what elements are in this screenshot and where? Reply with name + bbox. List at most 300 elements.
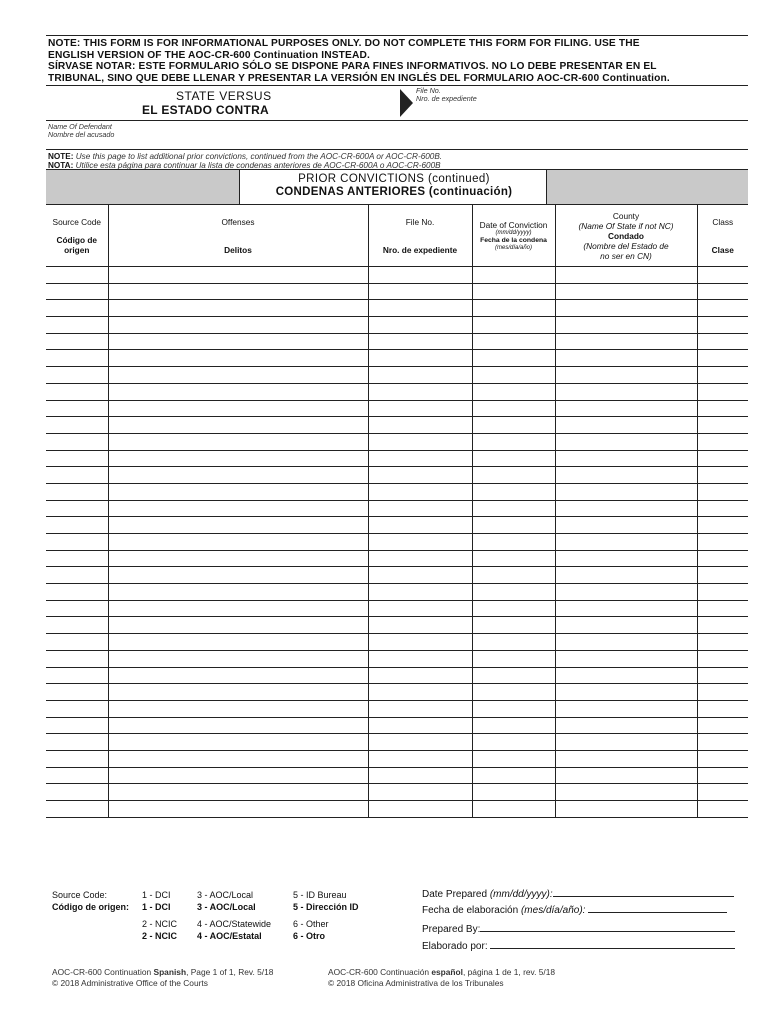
table-cell[interactable] bbox=[46, 367, 108, 384]
table-cell[interactable] bbox=[108, 750, 368, 767]
table-cell[interactable] bbox=[697, 433, 748, 450]
table-cell[interactable] bbox=[697, 300, 748, 317]
table-cell[interactable] bbox=[368, 684, 472, 701]
table-cell[interactable] bbox=[472, 350, 555, 367]
table-cell[interactable] bbox=[555, 617, 697, 634]
table-cell[interactable] bbox=[108, 584, 368, 601]
table-cell[interactable] bbox=[108, 333, 368, 350]
nota-text: Utilice esta página para continuar la lista de condenas anteriores de AOC-CR-600A o AOC-CR-600B bbox=[75, 161, 441, 170]
table-cell[interactable] bbox=[108, 567, 368, 584]
prepared-by-line[interactable] bbox=[480, 931, 735, 932]
table-cell[interactable] bbox=[368, 350, 472, 367]
table-cell[interactable] bbox=[472, 400, 555, 417]
table-cell[interactable] bbox=[46, 450, 108, 467]
note-text: Use this page to list additional prior convictions, continued from the AOC-CR-600A or AOC-CR-600B. bbox=[75, 152, 443, 161]
table-cell[interactable] bbox=[555, 517, 697, 534]
table-cell[interactable] bbox=[697, 383, 748, 400]
table-cell[interactable] bbox=[697, 717, 748, 734]
fecha-elaboracion-format: (mes/día/año): bbox=[520, 905, 586, 916]
table-row bbox=[46, 567, 748, 584]
table-cell[interactable] bbox=[368, 667, 472, 684]
table-cell[interactable] bbox=[697, 617, 748, 634]
table-cell[interactable] bbox=[472, 283, 555, 300]
table-cell[interactable] bbox=[697, 417, 748, 434]
table-row bbox=[46, 784, 748, 801]
date-prepared-format: (mm/dd/yyyy): bbox=[489, 889, 553, 900]
table-cell[interactable] bbox=[697, 667, 748, 684]
table-cell[interactable] bbox=[108, 483, 368, 500]
table-row bbox=[46, 450, 748, 467]
table-cell[interactable] bbox=[108, 300, 368, 317]
table-cell[interactable] bbox=[697, 567, 748, 584]
table-cell[interactable] bbox=[108, 550, 368, 567]
table-cell[interactable] bbox=[555, 400, 697, 417]
table-cell[interactable] bbox=[46, 467, 108, 484]
table-cell[interactable] bbox=[472, 634, 555, 651]
table-cell[interactable] bbox=[555, 684, 697, 701]
table-cell[interactable] bbox=[472, 750, 555, 767]
table-cell[interactable] bbox=[46, 600, 108, 617]
table-cell[interactable] bbox=[472, 667, 555, 684]
table-cell[interactable] bbox=[368, 283, 472, 300]
table-cell[interactable] bbox=[108, 700, 368, 717]
table-cell[interactable] bbox=[472, 767, 555, 784]
table-cell[interactable] bbox=[697, 350, 748, 367]
footer-copyright-es: © 2018 Oficina Administrativa de los Tribunales bbox=[328, 978, 504, 988]
table-cell[interactable] bbox=[46, 333, 108, 350]
table-cell[interactable] bbox=[472, 534, 555, 551]
table-cell[interactable] bbox=[697, 767, 748, 784]
table-cell[interactable] bbox=[108, 283, 368, 300]
table-cell[interactable] bbox=[555, 383, 697, 400]
table-cell[interactable] bbox=[555, 634, 697, 651]
table-cell[interactable] bbox=[46, 801, 108, 818]
table-cell[interactable] bbox=[46, 634, 108, 651]
table-cell[interactable] bbox=[46, 650, 108, 667]
table-cell[interactable] bbox=[368, 734, 472, 751]
table-cell[interactable] bbox=[108, 450, 368, 467]
table-cell[interactable] bbox=[472, 267, 555, 284]
table-cell[interactable] bbox=[108, 617, 368, 634]
col-source-en: Source Code bbox=[52, 216, 101, 227]
table-cell[interactable] bbox=[555, 600, 697, 617]
table-cell[interactable] bbox=[555, 333, 697, 350]
elaborado-por-line[interactable] bbox=[490, 948, 735, 949]
footer-copyright: © 2018 Administrative Office of the Courts bbox=[52, 978, 208, 988]
table-cell[interactable] bbox=[555, 750, 697, 767]
table-cell[interactable] bbox=[108, 734, 368, 751]
col-source-code bbox=[46, 205, 108, 267]
table-row bbox=[46, 333, 748, 350]
col-offenses-en: Offenses bbox=[221, 216, 255, 227]
table-cell[interactable] bbox=[46, 667, 108, 684]
col-offenses-es: Delitos bbox=[224, 244, 252, 255]
col-date bbox=[472, 205, 555, 267]
section-header bbox=[46, 170, 748, 205]
table-cell[interactable] bbox=[368, 467, 472, 484]
nota-prefix: NOTA: bbox=[48, 161, 74, 170]
table-cell[interactable] bbox=[472, 600, 555, 617]
table-cell[interactable] bbox=[697, 600, 748, 617]
table-cell[interactable] bbox=[697, 317, 748, 334]
table-cell[interactable] bbox=[472, 367, 555, 384]
footer-page-rev: , Page 1 of 1, Rev. 5/18 bbox=[186, 967, 274, 977]
table-cell[interactable] bbox=[46, 784, 108, 801]
table-cell[interactable] bbox=[368, 483, 472, 500]
table-header-row bbox=[46, 205, 748, 267]
table-cell[interactable] bbox=[472, 450, 555, 467]
table-cell[interactable] bbox=[555, 584, 697, 601]
table-cell[interactable] bbox=[697, 333, 748, 350]
table-cell[interactable] bbox=[697, 801, 748, 818]
table-cell[interactable] bbox=[368, 550, 472, 567]
table-cell[interactable] bbox=[555, 267, 697, 284]
footer-right bbox=[328, 967, 555, 989]
file-no-field[interactable] bbox=[416, 87, 477, 103]
table-cell[interactable] bbox=[472, 383, 555, 400]
legend-code-6: 6 - Other bbox=[293, 919, 329, 929]
table-cell[interactable] bbox=[46, 283, 108, 300]
table-cell[interactable] bbox=[108, 267, 368, 284]
table-cell[interactable] bbox=[555, 550, 697, 567]
table-cell[interactable] bbox=[108, 350, 368, 367]
table-cell[interactable] bbox=[46, 550, 108, 567]
convictions-table bbox=[46, 205, 748, 818]
table-row bbox=[46, 534, 748, 551]
table-cell[interactable] bbox=[697, 267, 748, 284]
table-cell[interactable] bbox=[368, 450, 472, 467]
table-cell[interactable] bbox=[108, 433, 368, 450]
fecha-elaboracion-label: Fecha de elaboración bbox=[422, 905, 519, 916]
col-source-es: Código de origen bbox=[56, 234, 98, 255]
table-cell[interactable] bbox=[46, 317, 108, 334]
legend-code-4: 4 - AOC/Statewide bbox=[197, 919, 272, 929]
table-cell[interactable] bbox=[555, 667, 697, 684]
table-cell[interactable] bbox=[368, 634, 472, 651]
table-cell[interactable] bbox=[555, 784, 697, 801]
file-no-label-es: Nro. de expediente bbox=[416, 94, 477, 103]
table-cell[interactable] bbox=[46, 534, 108, 551]
col-file-en: File No. bbox=[405, 216, 435, 227]
col-date-en: Date of Conviction bbox=[479, 219, 548, 230]
table-cell[interactable] bbox=[697, 634, 748, 651]
table-row bbox=[46, 801, 748, 818]
table-body bbox=[46, 267, 748, 818]
table-row bbox=[46, 650, 748, 667]
table-cell[interactable] bbox=[555, 483, 697, 500]
table-cell[interactable] bbox=[697, 534, 748, 551]
legend-code-2-es: 2 - NCIC bbox=[142, 931, 178, 941]
form bbox=[46, 35, 748, 818]
table-cell[interactable] bbox=[697, 517, 748, 534]
table-cell[interactable] bbox=[368, 433, 472, 450]
table-cell[interactable] bbox=[555, 450, 697, 467]
table-cell[interactable] bbox=[108, 317, 368, 334]
table-cell[interactable] bbox=[368, 367, 472, 384]
table-row bbox=[46, 300, 748, 317]
legend-code-5-es: 5 - Dirección ID bbox=[293, 902, 359, 912]
prepared-by-field[interactable] bbox=[422, 924, 735, 935]
table-row bbox=[46, 267, 748, 284]
table-cell[interactable] bbox=[108, 534, 368, 551]
table-cell[interactable] bbox=[697, 450, 748, 467]
table-cell[interactable] bbox=[108, 467, 368, 484]
table-cell[interactable] bbox=[368, 267, 472, 284]
table-cell[interactable] bbox=[46, 500, 108, 517]
shade-left bbox=[46, 170, 239, 204]
table-cell[interactable] bbox=[46, 734, 108, 751]
table-cell[interactable] bbox=[368, 567, 472, 584]
table-cell[interactable] bbox=[368, 717, 472, 734]
table-cell[interactable] bbox=[46, 517, 108, 534]
footer-language: Spanish bbox=[153, 967, 187, 977]
table-row bbox=[46, 734, 748, 751]
table-cell[interactable] bbox=[555, 700, 697, 717]
table-cell[interactable] bbox=[555, 500, 697, 517]
table-cell[interactable] bbox=[472, 333, 555, 350]
table-row bbox=[46, 283, 748, 300]
table-cell[interactable] bbox=[108, 500, 368, 517]
table-cell[interactable] bbox=[108, 667, 368, 684]
notice-line-4: TRIBUNAL, SINO QUE DEBE LLENAR Y PRESENTAR LA VERSIÓN EN INGLÉS DEL FORMULARIO AOC-CR-600 Continuation. bbox=[48, 72, 670, 84]
table-row bbox=[46, 717, 748, 734]
table-row bbox=[46, 517, 748, 534]
table-cell[interactable] bbox=[108, 517, 368, 534]
table-row bbox=[46, 433, 748, 450]
table-cell[interactable] bbox=[368, 317, 472, 334]
prepared-by-label: Prepared By: bbox=[422, 924, 481, 935]
table-cell[interactable] bbox=[472, 567, 555, 584]
table-cell[interactable] bbox=[368, 500, 472, 517]
table-row bbox=[46, 483, 748, 500]
table-cell[interactable] bbox=[472, 433, 555, 450]
table-cell[interactable] bbox=[108, 400, 368, 417]
table-cell[interactable] bbox=[368, 534, 472, 551]
table-cell[interactable] bbox=[555, 300, 697, 317]
table-cell[interactable] bbox=[472, 300, 555, 317]
table-cell[interactable] bbox=[697, 483, 748, 500]
table-cell[interactable] bbox=[368, 801, 472, 818]
table-cell[interactable] bbox=[555, 283, 697, 300]
date-prepared-field[interactable] bbox=[422, 889, 734, 900]
table-cell[interactable] bbox=[555, 734, 697, 751]
footer-page-rev-es: , página 1 de 1, rev. 5/18 bbox=[463, 967, 556, 977]
table-cell[interactable] bbox=[368, 767, 472, 784]
table-cell[interactable] bbox=[108, 784, 368, 801]
file-no-label: File No. bbox=[416, 86, 441, 95]
table-cell[interactable] bbox=[46, 584, 108, 601]
table-cell[interactable] bbox=[555, 367, 697, 384]
footer-language-es: español bbox=[431, 967, 463, 977]
table-cell[interactable] bbox=[368, 584, 472, 601]
table-cell[interactable] bbox=[555, 650, 697, 667]
table-cell[interactable] bbox=[555, 717, 697, 734]
table-cell[interactable] bbox=[472, 784, 555, 801]
table-cell[interactable] bbox=[46, 433, 108, 450]
table-cell[interactable] bbox=[472, 734, 555, 751]
table-cell[interactable] bbox=[472, 500, 555, 517]
table-cell[interactable] bbox=[108, 600, 368, 617]
table-cell[interactable] bbox=[108, 634, 368, 651]
table-row bbox=[46, 400, 748, 417]
table-cell[interactable] bbox=[472, 317, 555, 334]
table-row bbox=[46, 767, 748, 784]
col-offenses bbox=[108, 205, 368, 267]
fecha-elaboracion-field[interactable] bbox=[422, 905, 727, 916]
table-cell[interactable] bbox=[472, 584, 555, 601]
col-county-sub-es: (Nombre del Estado de no ser en CN) bbox=[583, 240, 669, 261]
table-cell[interactable] bbox=[697, 550, 748, 567]
table-cell[interactable] bbox=[368, 784, 472, 801]
table-cell[interactable] bbox=[46, 684, 108, 701]
table-cell[interactable] bbox=[108, 684, 368, 701]
table-cell[interactable] bbox=[46, 567, 108, 584]
table-cell[interactable] bbox=[46, 383, 108, 400]
table-cell[interactable] bbox=[697, 784, 748, 801]
elaborado-por-label: Elaborado por: bbox=[422, 941, 488, 952]
legend-code-4-es: 4 - AOC/Estatal bbox=[197, 931, 262, 941]
legend-code-1: 1 - DCI bbox=[142, 890, 171, 900]
table-cell[interactable] bbox=[46, 700, 108, 717]
table-row bbox=[46, 417, 748, 434]
table-cell[interactable] bbox=[368, 650, 472, 667]
table-cell[interactable] bbox=[368, 700, 472, 717]
legend-code-1-es: 1 - DCI bbox=[142, 902, 171, 912]
table-cell[interactable] bbox=[46, 617, 108, 634]
table-row bbox=[46, 367, 748, 384]
col-file-es: Nro. de expediente bbox=[382, 244, 458, 255]
notice-line-3: SÍRVASE NOTAR: ESTE FORMULARIO SÓLO SE DISPONE PARA FINES INFORMATIVOS. NO LO DEBE PRESENTAR EN EL bbox=[48, 61, 657, 72]
legend-label-es: Código de origen: bbox=[52, 902, 129, 912]
fecha-elaboracion-line[interactable] bbox=[588, 912, 727, 913]
section-title bbox=[239, 170, 548, 204]
table-cell[interactable] bbox=[472, 650, 555, 667]
table-cell[interactable] bbox=[472, 550, 555, 567]
table-cell[interactable] bbox=[555, 350, 697, 367]
table-row bbox=[46, 584, 748, 601]
table-cell[interactable] bbox=[368, 383, 472, 400]
shade-right bbox=[546, 170, 748, 204]
table-cell[interactable] bbox=[697, 584, 748, 601]
table-cell[interactable] bbox=[555, 567, 697, 584]
date-prepared-line[interactable] bbox=[553, 896, 734, 897]
table-cell[interactable] bbox=[697, 467, 748, 484]
table-cell[interactable] bbox=[472, 467, 555, 484]
table-cell[interactable] bbox=[555, 534, 697, 551]
table-row bbox=[46, 317, 748, 334]
table-cell[interactable] bbox=[46, 400, 108, 417]
table-cell[interactable] bbox=[697, 750, 748, 767]
table-row bbox=[46, 350, 748, 367]
col-date-fmt-en: (mm/dd/yyyy) bbox=[495, 229, 532, 236]
table-row bbox=[46, 467, 748, 484]
table-cell[interactable] bbox=[697, 734, 748, 751]
table-cell[interactable] bbox=[368, 750, 472, 767]
table-cell[interactable] bbox=[108, 801, 368, 818]
table-cell[interactable] bbox=[472, 684, 555, 701]
col-class-es: Clase bbox=[711, 244, 734, 255]
table-row bbox=[46, 550, 748, 567]
note-prefix: NOTE: bbox=[48, 152, 74, 161]
table-cell[interactable] bbox=[368, 600, 472, 617]
col-date-fmt-es: (mes/día/año) bbox=[494, 244, 533, 251]
table-cell[interactable] bbox=[697, 367, 748, 384]
table-cell[interactable] bbox=[697, 684, 748, 701]
table-cell[interactable] bbox=[555, 417, 697, 434]
table-cell[interactable] bbox=[555, 433, 697, 450]
table-cell[interactable] bbox=[697, 700, 748, 717]
table-cell[interactable] bbox=[46, 417, 108, 434]
notice-line-1: NOTE: THIS FORM IS FOR INFORMATIONAL PURPOSES ONLY. DO NOT COMPLETE THIS FORM FOR FILING. USE THE bbox=[48, 38, 640, 49]
table-row bbox=[46, 667, 748, 684]
table-cell[interactable] bbox=[472, 417, 555, 434]
col-county-en: County bbox=[612, 210, 640, 221]
date-prepared-label: Date Prepared bbox=[422, 889, 488, 900]
table-cell[interactable] bbox=[697, 500, 748, 517]
table-cell[interactable] bbox=[555, 467, 697, 484]
estado-contra-label: EL ESTADO CONTRA bbox=[142, 103, 270, 117]
table-cell[interactable] bbox=[697, 650, 748, 667]
defendant-label-es: Nombre del acusado bbox=[48, 130, 115, 139]
table-cell[interactable] bbox=[368, 517, 472, 534]
table-cell[interactable] bbox=[108, 383, 368, 400]
table-cell[interactable] bbox=[368, 300, 472, 317]
table-cell[interactable] bbox=[46, 350, 108, 367]
table-cell[interactable] bbox=[108, 767, 368, 784]
table-row bbox=[46, 500, 748, 517]
table-cell[interactable] bbox=[697, 283, 748, 300]
table-cell[interactable] bbox=[368, 617, 472, 634]
table-cell[interactable] bbox=[46, 267, 108, 284]
table-cell[interactable] bbox=[108, 650, 368, 667]
table-cell[interactable] bbox=[108, 367, 368, 384]
elaborado-por-field[interactable] bbox=[422, 941, 735, 952]
table-cell[interactable] bbox=[46, 483, 108, 500]
legend-code-3: 3 - AOC/Local bbox=[197, 890, 254, 900]
footer-left bbox=[52, 967, 273, 989]
legend-code-6-es: 6 - Otro bbox=[293, 931, 326, 941]
col-county bbox=[555, 205, 697, 267]
table-cell[interactable] bbox=[555, 801, 697, 818]
table-cell[interactable] bbox=[472, 617, 555, 634]
table-row bbox=[46, 383, 748, 400]
table-cell[interactable] bbox=[472, 801, 555, 818]
table-row bbox=[46, 684, 748, 701]
table-row bbox=[46, 600, 748, 617]
table-cell[interactable] bbox=[555, 767, 697, 784]
table-cell[interactable] bbox=[472, 483, 555, 500]
table-cell[interactable] bbox=[46, 300, 108, 317]
table-cell[interactable] bbox=[472, 700, 555, 717]
table-cell[interactable] bbox=[472, 517, 555, 534]
case-caption bbox=[46, 85, 748, 121]
table-cell[interactable] bbox=[368, 333, 472, 350]
defendant-name-field[interactable] bbox=[46, 121, 748, 150]
table-cell[interactable] bbox=[108, 417, 368, 434]
legend-code-3-es: 3 - AOC/Local bbox=[197, 902, 256, 912]
table-cell[interactable] bbox=[46, 750, 108, 767]
defendant-label: Name Of Defendant bbox=[48, 122, 112, 131]
table-cell[interactable] bbox=[368, 417, 472, 434]
table-cell[interactable] bbox=[46, 717, 108, 734]
table-cell[interactable] bbox=[108, 717, 368, 734]
table-cell[interactable] bbox=[46, 767, 108, 784]
table-cell[interactable] bbox=[368, 400, 472, 417]
table-cell[interactable] bbox=[555, 317, 697, 334]
table-cell[interactable] bbox=[472, 717, 555, 734]
table-cell[interactable] bbox=[697, 400, 748, 417]
state-versus-label: STATE VERSUS bbox=[176, 89, 272, 103]
